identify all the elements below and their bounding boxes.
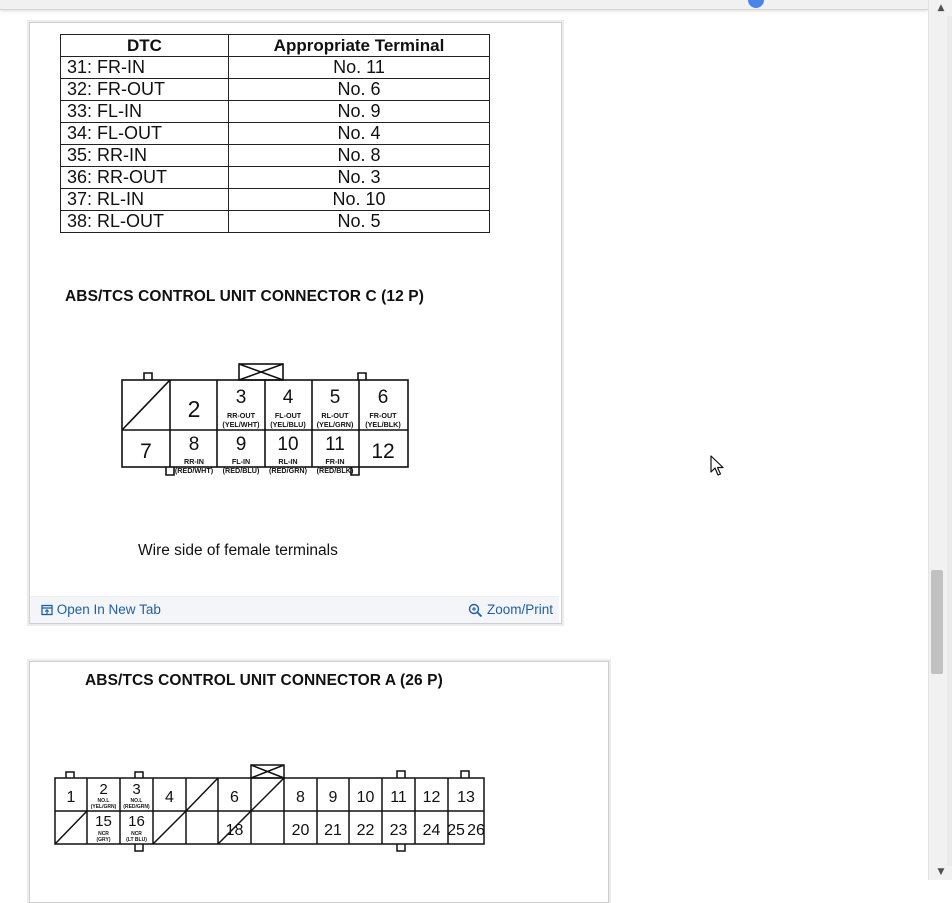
dtc-cell: 36: RR-OUT [61,167,229,189]
table-row [61,167,490,189]
zoom-print-link[interactable] [468,602,553,618]
dtc-cell: 35: RR-IN [61,145,229,167]
pin-signal-label: RR-OUT [227,411,255,420]
pin-number: 15 [95,813,112,830]
card-footer [30,596,559,623]
pin-signal-label: NO.L [97,798,110,804]
pin-number: 8 [188,434,200,455]
pin-signal-label: RR-IN [184,457,204,466]
pin-wire-color: (RED/BLK) [316,466,354,475]
pin-number: 21 [324,822,342,839]
terminal-cell: No. 4 [229,123,490,145]
pin-number: 9 [328,789,338,806]
pin-number: 8 [296,789,305,806]
pin-signal-label: RL-OUT [321,411,349,420]
pin-wire-color: (GRY) [96,837,111,843]
terminal-cell: No. 10 [229,189,490,211]
terminal-cell: No. 11 [229,57,490,79]
pin-number: 10 [356,789,375,806]
scroll-down-arrow-icon[interactable]: ▼ [937,867,945,877]
pin-signal-label: RL-IN [278,457,298,466]
page-scrollbar[interactable] [928,0,952,880]
pin-number: 12 [371,440,395,463]
scroll-thumb[interactable] [931,570,943,674]
table-header-row [61,35,490,57]
table-row [61,189,490,211]
pin-number: 7 [140,440,152,463]
pin-number: 25 [447,822,465,839]
table-row [61,145,490,167]
pin-wire-color: (LT BLU) [126,837,147,843]
pin-wire-color: (RED/GRN) [123,804,150,810]
pin-wire-color: (YEL/GRN) [316,420,354,429]
pin-wire-color: (YEL/WHT) [222,420,260,429]
pin-number: 23 [389,822,408,839]
pin-number: 6 [230,789,239,806]
pin-signal-label: FL-OUT [274,411,302,420]
scroll-track [947,16,952,866]
dtc-terminal-table [60,34,490,233]
dtc-cell: 33: FL-IN [61,101,229,123]
table-row [61,79,490,101]
pin-number: 13 [457,789,475,806]
pin-number: 18 [225,822,244,839]
mouse-pointer-icon [710,455,724,477]
connector-a-title: ABS/TCS CONTROL UNIT CONNECTOR A (26 P) [85,672,443,689]
pin-signal-label: NCR [98,831,109,837]
pin-number: 26 [467,822,485,839]
pin-signal-label: NO.L [130,798,143,804]
open-in-new-tab-link[interactable] [41,602,161,617]
table-row [61,57,490,79]
dtc-cell: 38: RL-OUT [61,211,229,233]
pin-signal-label: FL-IN [231,457,251,466]
table-row [61,211,490,233]
pin-number: 1 [66,789,76,806]
pin-number: 3 [235,387,247,408]
pin-signal-label: NCR [131,831,142,837]
scroll-up-arrow-icon[interactable]: ▲ [937,3,945,13]
table-header-terminal: Appropriate Terminal [229,35,490,57]
profile-avatar-icon[interactable] [748,0,764,8]
pin-number: 6 [377,387,389,408]
pin-number: 10 [277,434,299,455]
pin-number: 2 [99,781,108,798]
diagram-card-connector-c [29,22,562,624]
pin-number: 24 [422,822,441,839]
open-in-new-tab-icon [41,604,53,616]
table-row [61,123,490,145]
dtc-cell: 32: FR-OUT [61,79,229,101]
terminal-cell: No. 8 [229,145,490,167]
pin-number: 12 [422,789,441,806]
connector-c-diagram [118,361,413,491]
table-row [61,101,490,123]
pin-wire-color: (YEL/BLU) [270,420,306,429]
pin-number: 4 [282,387,294,408]
diagram-card-connector-a [29,661,609,903]
pin-wire-color: (RED/GRN) [269,466,307,475]
terminal-cell: No. 3 [229,167,490,189]
pin-number: 9 [235,434,247,455]
pin-number: 20 [291,822,310,839]
dtc-cell: 31: FR-IN [61,57,229,79]
connector-c-caption: Wire side of female terminals [138,542,338,559]
connector-c-title: ABS/TCS CONTROL UNIT CONNECTOR C (12 P) [65,288,424,305]
pin-signal-label: FR-OUT [369,411,397,420]
dtc-cell: 34: FL-OUT [61,123,229,145]
pin-number: 3 [132,781,141,798]
terminal-cell: No. 5 [229,211,490,233]
pin-signal-label: FR-IN [325,457,345,466]
pin-number: 11 [325,434,345,455]
pin-wire-color: (RED/BLU) [222,466,260,475]
pin-number: 22 [356,822,375,839]
pin-number: 11 [390,789,407,806]
table-header-dtc: DTC [61,35,229,57]
pin-wire-color: (YEL/BLK) [365,420,401,429]
dtc-cell: 37: RL-IN [61,189,229,211]
pin-wire-color: (RED/WHT) [174,466,214,475]
terminal-cell: No. 9 [229,101,490,123]
zoom-print-label: Zoom/Print [486,602,553,617]
pin-wire-color: (YEL/GRN) [90,804,117,810]
pin-number: 5 [329,387,341,408]
browser-top-bar [0,0,928,10]
terminal-cell: No. 6 [229,79,490,101]
pin-number: 2 [187,396,201,422]
open-in-new-tab-label: Open In New Tab [56,602,161,617]
pin-number: 4 [165,789,174,806]
pin-number: 16 [128,813,145,830]
magnifier-icon [468,603,483,618]
connector-a-diagram [52,762,487,857]
